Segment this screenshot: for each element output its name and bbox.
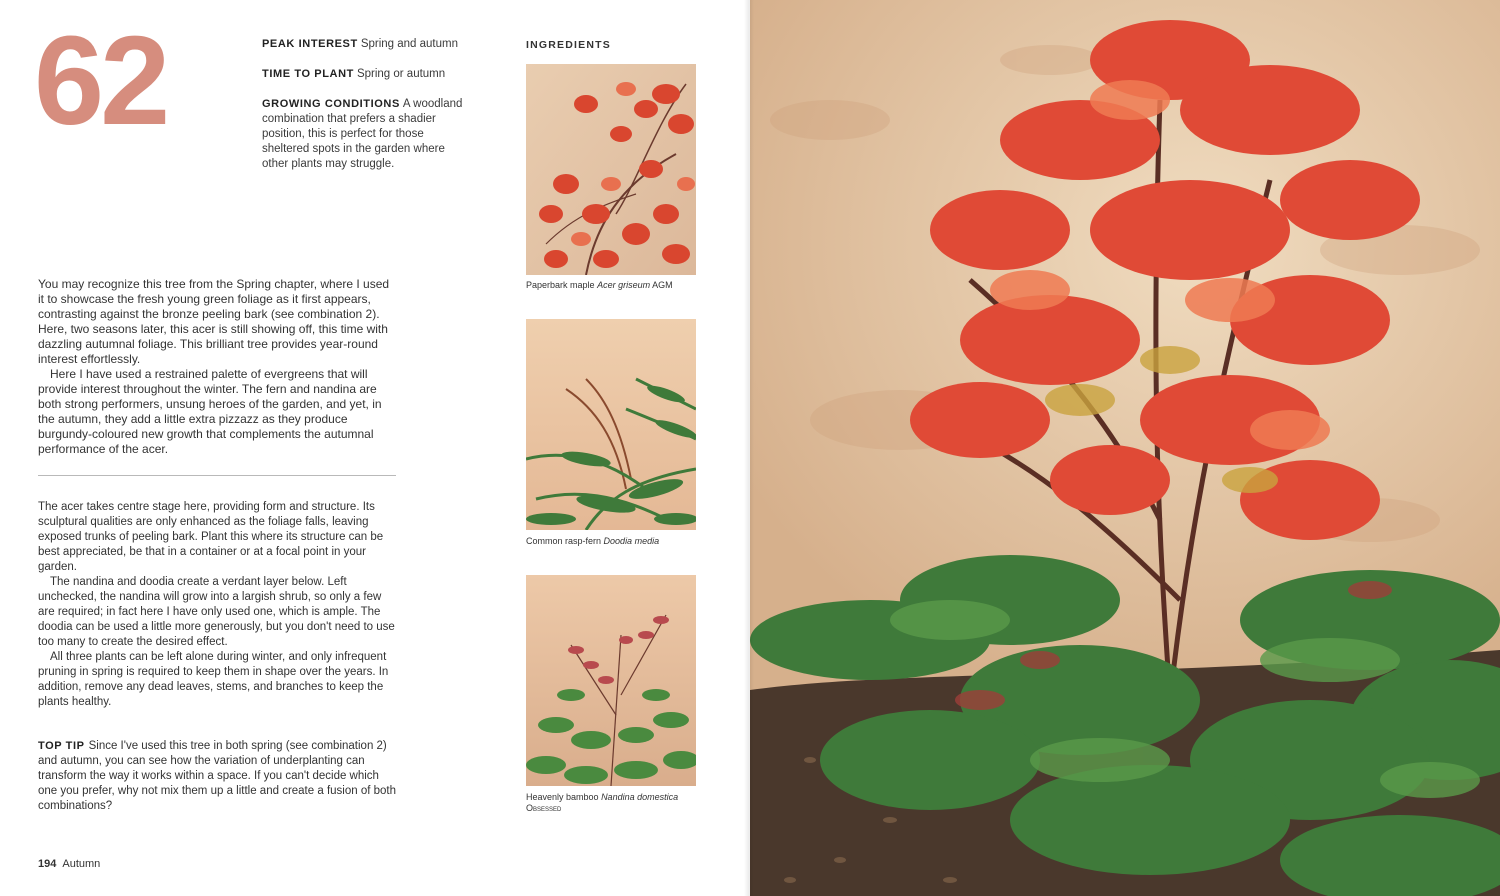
caption-heavenly-bamboo — [526, 792, 696, 814]
time-to-plant — [262, 67, 472, 82]
ingredients-heading: INGREDIENTS — [526, 39, 611, 51]
growing-conditions-value: A woodland combination that prefers a shadier position, this is perfect for those sheltered spots in the garden where other plants may struggle. — [262, 98, 463, 170]
book-spine-shadow — [744, 0, 754, 896]
body-paragraph: All three plants can be left alone during winter, and only infrequent pruning in spring is required to keep them in shape over the years. In addition, remove any dead leaves, stems, and branches to keep the plants healthy. — [38, 651, 389, 708]
caption-suffix: AGM — [652, 280, 673, 290]
growing-conditions — [262, 97, 467, 172]
peak-interest — [262, 37, 472, 52]
paperbark-maple-photo — [526, 64, 696, 275]
top-tip-text: Since I've used this tree in both spring (see combination 2) and autumn, you can see how the variation of underplanting can transform the way it works within a space. If you can't decide which one you prefer, why not mix them up a little and create a fusion of both combinations? — [38, 740, 396, 812]
time-to-plant-label: TIME TO PLANT — [262, 68, 354, 80]
caption-common-name: Paperbark maple — [526, 280, 595, 290]
intro-paragraph: Here I have used a restrained palette of evergreens that will provide interest throughout the winter. The fern and nandina are both strong performers, unsung heroes of the garden, and yet, in the autumn, they add a little extra pizzazz as they produce burgundy-coloured new growth that complements the autumnal performance of the acer. — [38, 367, 382, 456]
peak-interest-label: PEAK INTEREST — [262, 38, 358, 50]
caption-latin-name: Nandina domestica — [601, 792, 679, 802]
common-rasp-fern-photo — [526, 319, 696, 530]
caption-suffix: Obsessed — [526, 803, 562, 813]
body-paragraph: The nandina and doodia create a verdant layer below. Left unchecked, the nandina will grow into a largish shrub, so only a few are required; in fact here I have only used one, which is ample. The doodia can be used a little more generously, but you don't need to use too many to create the desired effect. — [38, 576, 395, 648]
caption-latin-name: Acer griseum — [597, 280, 651, 290]
page-number: 194 — [38, 858, 57, 870]
combination-number: 62 — [34, 10, 167, 151]
top-tip — [38, 739, 398, 814]
body-text — [38, 500, 398, 710]
intro-text — [38, 277, 398, 457]
caption-latin-name: Doodia media — [603, 536, 660, 546]
caption-common-rasp-fern — [526, 536, 696, 547]
peak-interest-value: Spring and autumn — [360, 38, 458, 50]
intro-paragraph: You may recognize this tree from the Spring chapter, where I used it to showcase the fresh young green foliage as it first appears, contrasting against the bronze peeling bark (see combination 2). Here, two seasons later, this acer is still showing off, this time with dazzling autumnal foliage. This brilliant tree provides year-round interest effortlessly. — [38, 277, 390, 366]
caption-common-name: Common rasp-fern — [526, 536, 602, 546]
time-to-plant-value: Spring or autumn — [356, 68, 446, 80]
caption-paperbark-maple — [526, 280, 696, 291]
body-paragraph: The acer takes centre stage here, providing form and structure. Its sculptural qualities are only enhanced as the foliage falls, leaving exposed trunks of peeling bark. Plant this where its structure can be best appreciated, be that in a container or at a focal point in your garden. — [38, 501, 384, 573]
caption-common-name: Heavenly bamboo — [526, 792, 599, 802]
heavenly-bamboo-photo — [526, 575, 696, 786]
top-tip-label: TOP TIP — [38, 740, 85, 752]
section-name: Autumn — [62, 858, 101, 870]
section-divider — [38, 475, 396, 476]
growing-conditions-label: GROWING CONDITIONS — [262, 98, 400, 110]
page-footer — [38, 858, 100, 870]
feature-photo — [750, 0, 1500, 896]
